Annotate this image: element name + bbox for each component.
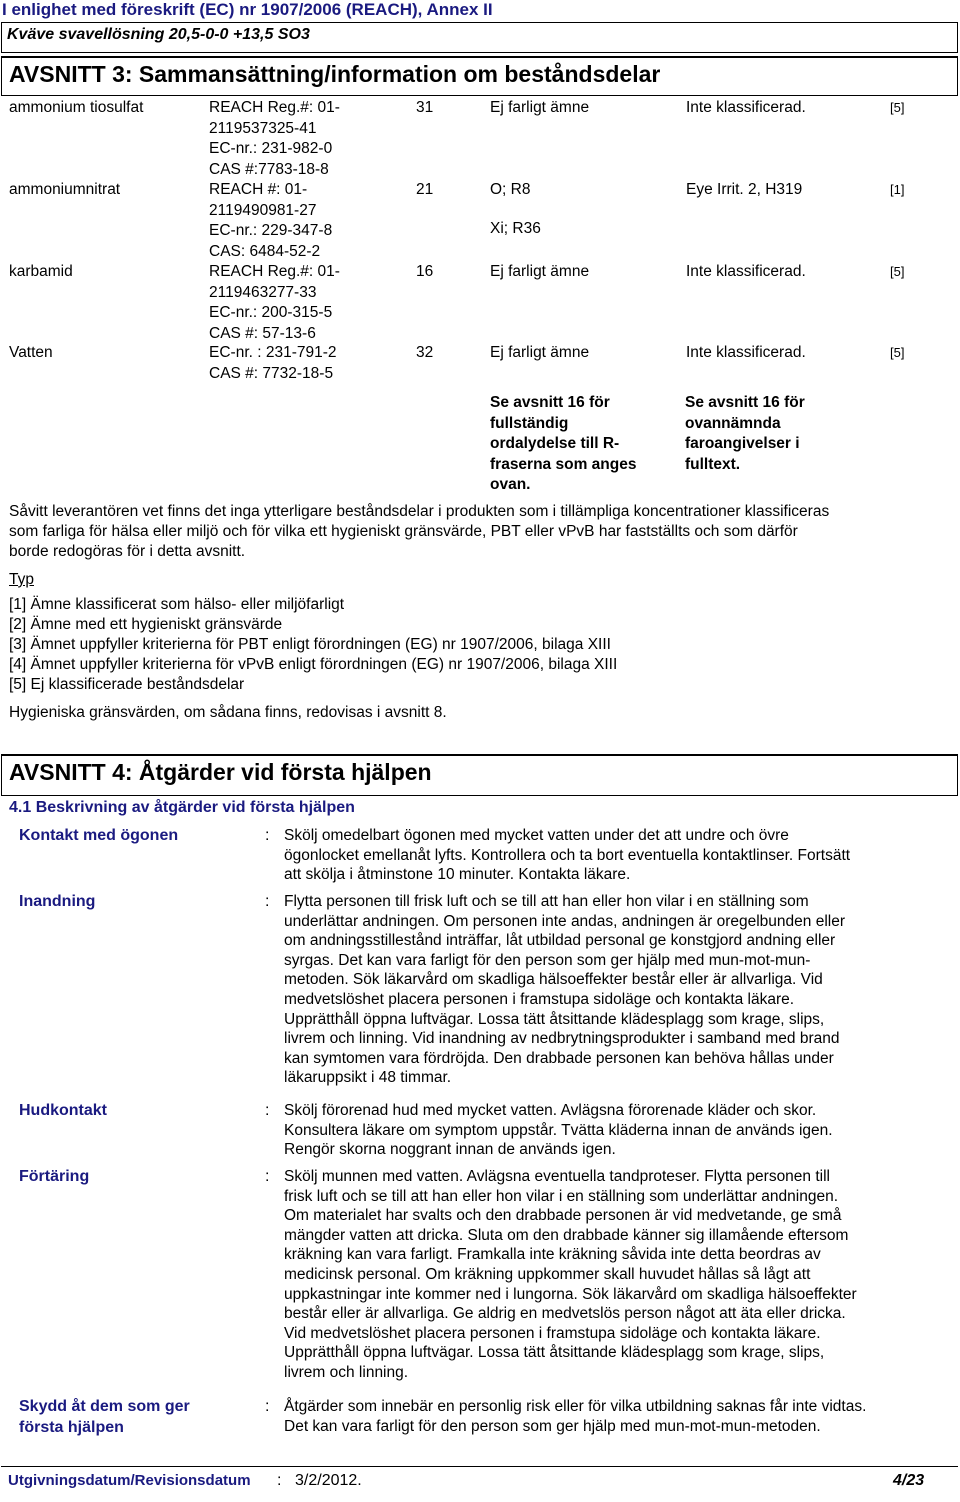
percent-value: 16	[416, 263, 434, 280]
additional-ingredients-statement: Såvitt leverantören vet finns det inga ytterligare beståndsdelar i produkten som i tillämpliga koncentrationer klassificeras som farliga för hälsa eller miljö och för vilka ett hygieniskt gränsvärde, PBT eller vPvB har fastställts och som därför borde redogöras för i detta avsnitt.	[9, 503, 830, 560]
footer-divider	[1, 1466, 958, 1467]
label-colon: :	[265, 893, 270, 910]
substance-name: ammoniumnitrat	[9, 181, 121, 198]
id-line: CAS #:7783-18-8	[209, 160, 329, 178]
classification-clp: Inte klassificerad.	[686, 344, 806, 361]
id-line: 2119463277-33	[209, 283, 317, 301]
percent-value: 21	[416, 181, 434, 198]
label-colon: :	[265, 827, 270, 844]
classification-67-548: O; R8	[490, 181, 531, 198]
classification-67-548: Ej farligt ämne	[490, 344, 590, 361]
id-line: CAS: 6484-52-2	[209, 242, 321, 260]
first-aid-label-ingestion: Förtäring	[19, 1168, 90, 1185]
id-line: EC-nr. : 231-791-2	[209, 344, 337, 361]
list-item: [2] Ämne med ett hygieniskt gränsvärde	[9, 616, 283, 633]
first-aid-label-skin: Hudkontakt	[19, 1102, 107, 1119]
classification-67-548: Ej farligt ämne	[490, 99, 590, 116]
classification-clp: Eye Irrit. 2, H319	[686, 181, 803, 198]
footer-revision-label: Utgivningsdatum/Revisionsdatum	[8, 1472, 251, 1489]
first-aid-text-ingestion: Skölj munnen med vatten. Avlägsna eventuella tandproteser. Flytta personen till frisk luft och se till att han eller hon vilar i en ställning som underlättar andningen. Om materialet har svalts och den drabbade personen är vid medvetande, ge små mängder vatten att dricka. Sluta om den drabbade känner sig illamående eftersom kräkning kan vara farligt. Framkalla inte kräkning såvida inte detta beordras av medicinsk personal. Om kräkning uppkommer skall huvudet hållas så lågt att uppkastningar inte kommer ned i lungorna. Sök läkarvård om skadliga hälsoeffekter består eller är allvarliga. Ge aldrig en medvetslös person något att äta eller dricka. Vid medvetslöshet placera personen i framstupa sidoläge och kontakta läkare. Upprätthåll öppna luftvägar. Lossa tätt åtsittande klädesplagg som krage, slips, livrem och linning.	[284, 1168, 857, 1381]
footer-revision-date: 3/2/2012.	[295, 1472, 362, 1489]
type-legend	[9, 595, 954, 695]
list-item: [4] Ämnet uppfyller kriterierna för vPvB enligt förordningen (EG) nr 1907/2006, bilaga XIII	[9, 656, 618, 673]
id-line: EC-nr.: 200-315-5	[209, 304, 333, 321]
label-colon: :	[265, 1398, 270, 1415]
substance-name: ammonium tiosulfat	[9, 99, 144, 116]
first-aid-text-protection: Åtgärder som innebär en personlig risk eller för vilka utbildning saknas får inte vidtas. Det kan vara farligt för den person som ger hjälp med mun-mot-mun-metoden.	[284, 1398, 867, 1435]
type-heading: Typ	[9, 571, 34, 588]
document-regulation-title: I enlighet med föreskrift (EC) nr 1907/2006 (REACH), Annex II	[2, 0, 493, 19]
id-line: REACH #: 01-	[209, 181, 308, 198]
classification-clp: Inte klassificerad.	[686, 263, 806, 280]
substance-ids	[209, 262, 340, 344]
id-line: CAS #: 57-13-6	[209, 324, 316, 342]
first-aid-label-protection: Skydd åt dem som ger första hjälpen	[19, 1398, 190, 1436]
label-colon: :	[265, 1102, 270, 1119]
type-note: [5]	[890, 264, 905, 279]
first-aid-text-skin: Skölj förorenad hud med mycket vatten. Avlägsna förorenade kläder och skor. Konsultera läkare om symptom uppstår. Tvätta kläderna innan de används igen. Rengör skorna noggrant innan de används igen.	[284, 1102, 833, 1159]
first-aid-text-inhalation: Flytta personen till frisk luft och se till att han eller hon vilar i en ställning som underlättar andningen. Om personen inte andas, andningen är oregelbunden eller om andningsstillestånd inträffar, låt utbildad personal ge konstgjord andning eller syrgas. Det kan vara farligt för den person som ger hjälp med mun-mot-mun- metoden. Sök läkarvård om skadliga hälsoeffekter består eller är allvarliga. Vid medvetslöshet placera personen i framstupa sidoläge och kontakta läkare. Upprätthåll öppna luftvägar. Lossa tätt åtsittande klädesplagg som krage, slips, livrem och linning. Vid inandning av nedbrytningsprodukter i samband med brand kan symtomen vara fördröjda. Den drabbade personen kan behöva hållas under läkaruppsikt i 48 timmar.	[284, 893, 845, 1087]
substance-name: Vatten	[9, 344, 53, 361]
page-number: 4/23	[893, 1472, 925, 1489]
substance-ids	[209, 98, 340, 180]
type-note: [1]	[890, 182, 905, 197]
hygiene-limits-note: Hygieniska gränsvärden, om sådana finns, redovisas i avsnitt 8.	[9, 704, 447, 721]
first-aid-text-eyes: Skölj omedelbart ögonen med mycket vatten under det att undre och övre ögonlocket emellanåt lyfts. Kontrollera och ta bort eventuella kontaktlinser. Fortsätt att skölja i åtminstone 10 minuter. Kontakta läkare.	[284, 827, 851, 884]
id-line: EC-nr.: 231-982-0	[209, 140, 333, 157]
classification-67-548: Xi; R36	[490, 220, 541, 237]
percent-value: 31	[416, 99, 434, 116]
section4-1-subtitle: 4.1 Beskrivning av åtgärder vid första hjälpen	[9, 799, 355, 816]
list-item: [1] Ämne klassificerat som hälso- eller miljöfarligt	[9, 596, 345, 613]
id-line: EC-nr.: 229-347-8	[209, 222, 333, 239]
substance-ids	[209, 180, 332, 262]
list-item: [3] Ämnet uppfyller kriterierna för PBT enligt förordningen (EG) nr 1907/2006, bilaga XIII	[9, 636, 611, 653]
substance-ids	[209, 343, 337, 384]
id-line: REACH Reg.#: 01-	[209, 99, 340, 116]
id-line: 2119490981-27	[209, 201, 317, 219]
classification-clp: Inte klassificerad.	[686, 99, 806, 116]
footer-colon: :	[277, 1472, 282, 1489]
see-section16-h-phrases: Se avsnitt 16 för ovannämnda faroangivelser i fulltext.	[685, 394, 805, 473]
id-line: CAS #: 7732-18-5	[209, 364, 334, 382]
see-section16-r-phrases: Se avsnitt 16 för fullständig ordalydelse till R- fraserna som anges ovan.	[490, 394, 637, 493]
type-note: [5]	[890, 345, 905, 360]
id-line: REACH Reg.#: 01-	[209, 263, 340, 280]
classification-67-548: Ej farligt ämne	[490, 263, 590, 280]
id-line: 2119537325-41	[209, 119, 317, 137]
label-colon: :	[265, 1168, 270, 1185]
type-note: [5]	[890, 100, 905, 115]
list-item: [5] Ej klassificerade beståndsdelar	[9, 676, 245, 693]
product-name: Kväve svavellösning 20,5-0-0 +13,5 SO3	[7, 26, 310, 43]
section4-title: AVSNITT 4: Åtgärder vid första hjälpen	[9, 759, 432, 785]
percent-value: 32	[416, 344, 434, 361]
first-aid-label-inhalation: Inandning	[19, 893, 96, 910]
section3-title: AVSNITT 3: Sammansättning/information om beståndsdelar	[9, 61, 661, 87]
first-aid-label-eyes: Kontakt med ögonen	[19, 827, 179, 844]
substance-name: karbamid	[9, 263, 73, 280]
